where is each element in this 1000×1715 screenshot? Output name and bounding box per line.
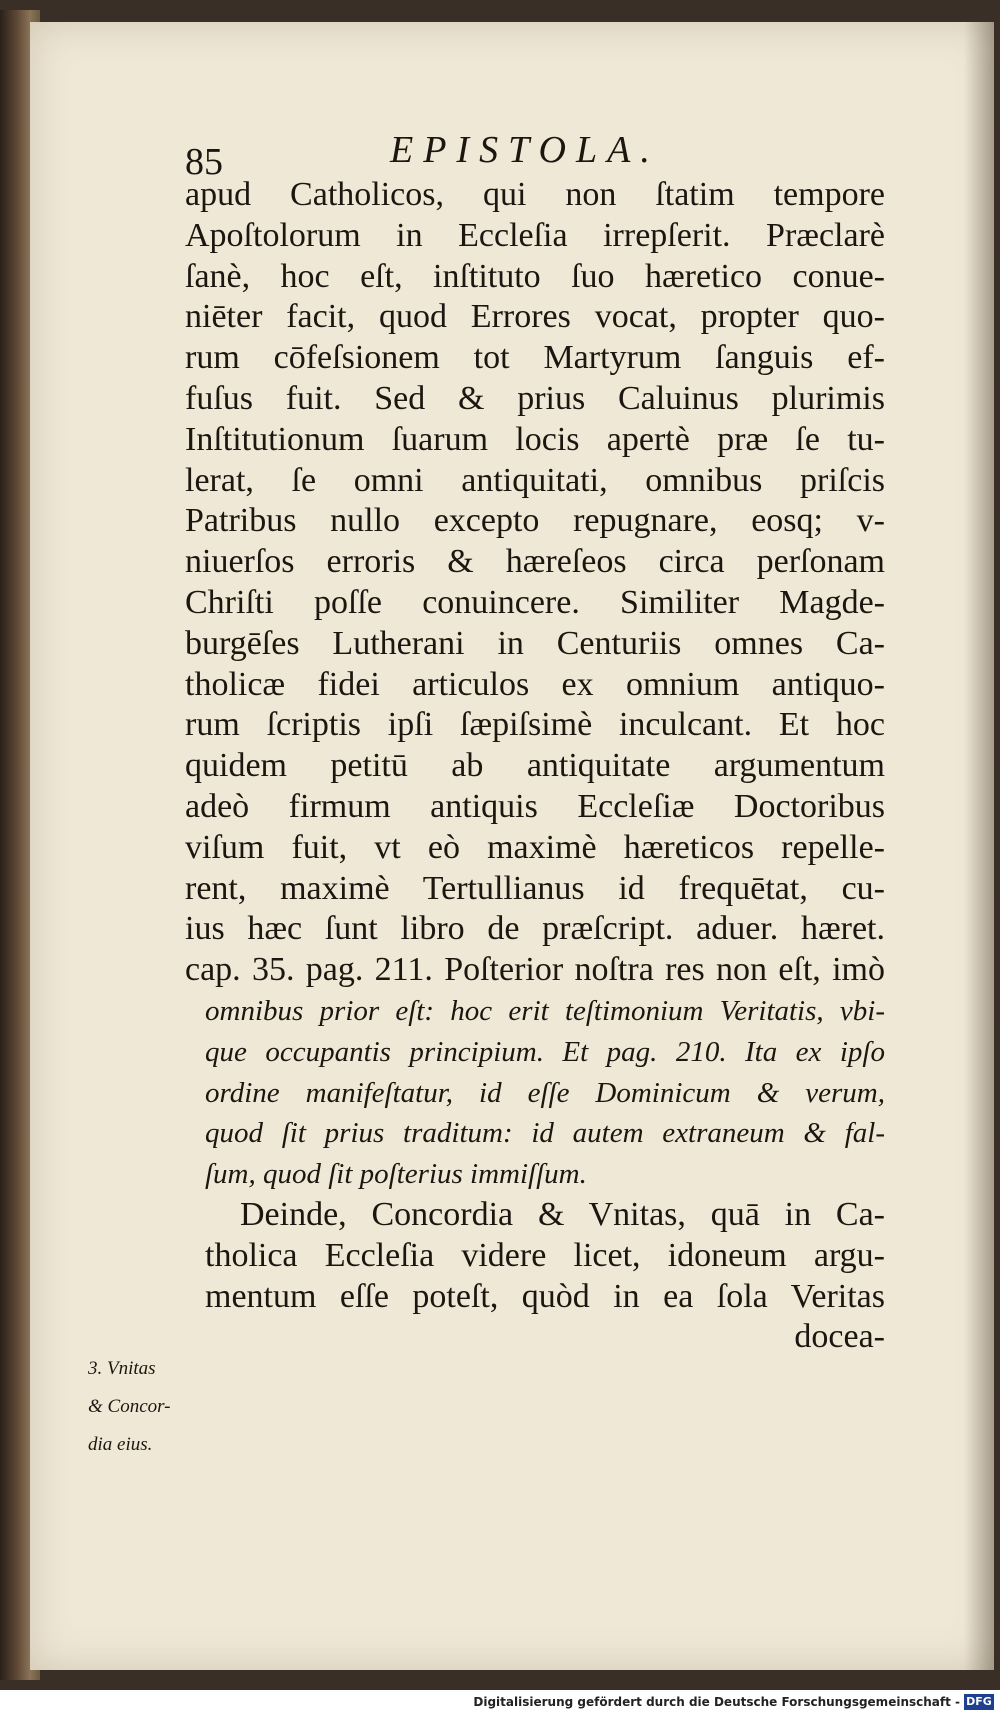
catchword: docea-	[794, 1318, 885, 1356]
text-line: rum cōfeſsionem tot Martyrum ſanguis ef-	[185, 339, 885, 377]
page-header	[185, 118, 745, 183]
text-line: Chriſti poſſe conuincere. Similiter Magde-	[185, 583, 885, 621]
text-line: quidem petitū ab antiquitate argumentum	[185, 747, 885, 785]
quotation-line: omnibus prior eſt: hoc erit teſtimonium Veritatis, vbi-	[205, 994, 885, 1027]
footer-bar	[0, 1690, 1000, 1715]
text-line: viſum fuit, vt eò maximè hæreticos repelle-	[185, 828, 885, 866]
quotation-line: ſum, quod ſit poſterius immiſſum.	[205, 1158, 587, 1191]
text-line: burgēſes Lutherani in Centuriis omnes Ca-	[185, 624, 885, 662]
marginal-note-line: dia eius.	[88, 1434, 153, 1455]
text-line: Patribus nullo excepto repugnare, eosq; v-	[185, 502, 885, 540]
running-title: EPISTOLA.	[390, 129, 660, 171]
text-line: niēter facit, quod Errores vocat, propter quo-	[185, 298, 885, 336]
marginal-note-line: & Concor-	[88, 1396, 171, 1417]
page-number: 85	[185, 141, 223, 183]
dfg-logo: DFG	[964, 1694, 994, 1710]
text-line: Apoſtolorum in Eccleſia irrepſerit. Præclarè	[185, 216, 885, 254]
text-line: cap. 35. pag. 211. Poſterior noſtra res non eſt, imò	[185, 951, 885, 989]
text-line: mentum eſſe poteſt, quòd in ea ſola Veritas	[205, 1277, 885, 1315]
paragraph-start-line: Deinde, Concordia & Vnitas, quā in Ca-	[240, 1195, 885, 1233]
page-gutter-shadow	[964, 22, 994, 1670]
marginal-note	[88, 1350, 208, 1464]
text-line: fuſus fuit. Sed & prius Caluinus plurimis	[185, 379, 885, 417]
text-line: lerat, ſe omni antiquitati, omnibus priſcis	[185, 461, 885, 499]
text-line: ſanè, hoc eſt, inſtituto ſuo hæretico conue-	[185, 257, 885, 295]
marginal-note-line: 3. Vnitas	[88, 1358, 156, 1379]
text-line: niuerſos erroris & hæreſeos circa perſonam	[185, 543, 885, 581]
body-text	[185, 175, 885, 1358]
funding-credit: Digitalisierung gefördert durch die Deutsche Forschungsgemeinschaft -	[473, 1695, 960, 1709]
text-line: adeò firmum antiquis Eccleſiæ Doctoribus	[185, 787, 885, 825]
text-line: rum ſcriptis ipſi ſæpiſsimè inculcant. Et hoc	[185, 706, 885, 744]
quotation-line: que occupantis principium. Et pag. 210. Ita ex ipſo	[205, 1035, 885, 1068]
text-line: ius hæc ſunt libro de præſcript. aduer. hæret.	[185, 910, 885, 948]
text-line: tholicæ fidei articulos ex omnium antiquo-	[185, 665, 885, 703]
text-line: tholica Eccleſia videre licet, idoneum argu-	[205, 1236, 885, 1274]
quotation-line: quod ſit prius traditum: id autem extraneum & fal-	[205, 1117, 885, 1150]
quotation-line: ordine manifeſtatur, id eſſe Dominicum & verum,	[205, 1076, 885, 1109]
text-line: Inſtitutionum ſuarum locis apertè præ ſe tu-	[185, 420, 885, 458]
text-line: rent, maximè Tertullianus id frequētat, cu-	[185, 869, 885, 907]
text-line: apud Catholicos, qui non ſtatim tempore	[185, 176, 885, 213]
